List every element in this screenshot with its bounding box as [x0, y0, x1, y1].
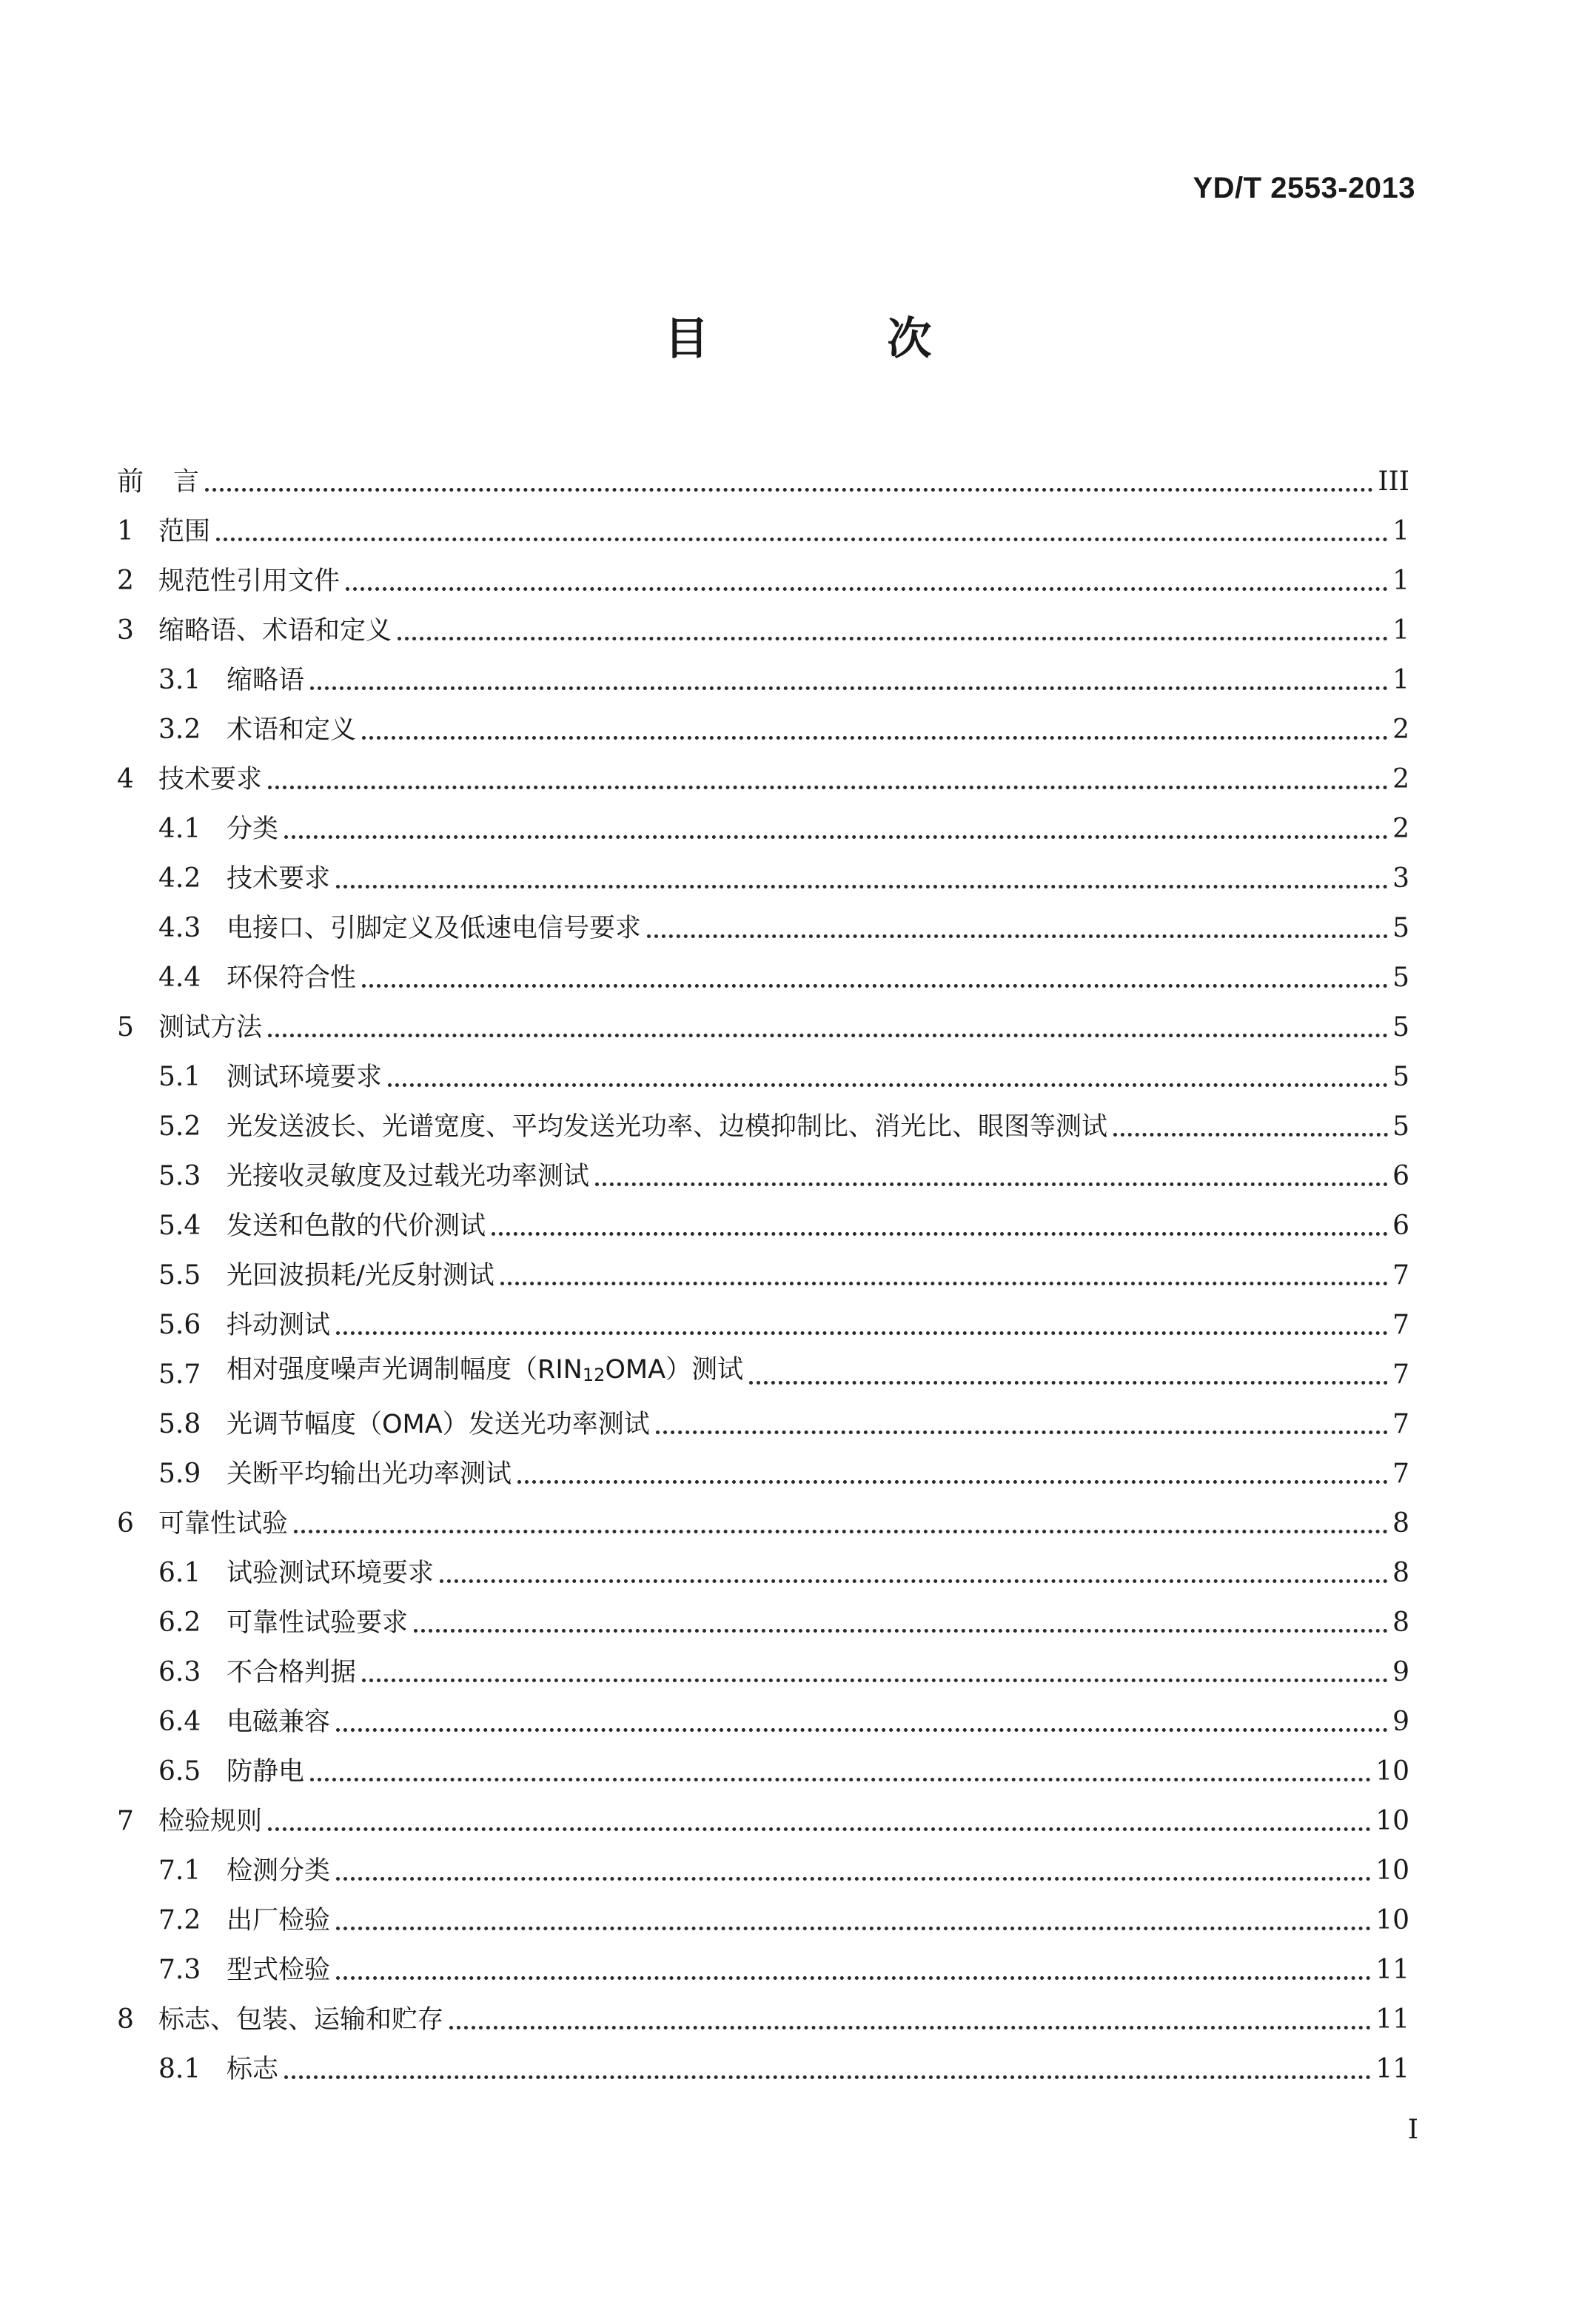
- toc-dot-leader: [362, 1679, 1388, 1682]
- toc-entry-title: [227, 1353, 743, 1391]
- toc-entry-title-text: 技术要求: [158, 765, 263, 794]
- toc-entry-page: 2: [1392, 814, 1409, 844]
- document-code: YD/T 2553-2013: [1193, 172, 1415, 204]
- toc-entry-number: 6.3: [158, 1657, 201, 1687]
- toc-dot-leader: [268, 786, 1388, 789]
- toc-entry-title-tail: OMA）测试: [605, 1355, 744, 1385]
- toc-dot-leader: [440, 1579, 1388, 1583]
- toc-dot-leader: [294, 1530, 1388, 1533]
- toc-entry-number: 3.2: [158, 715, 201, 745]
- toc-dot-leader: [346, 587, 1388, 591]
- toc-entry[interactable]: [117, 1540, 1409, 1590]
- toc-entry[interactable]: [117, 1441, 1409, 1490]
- toc-entry-title: [227, 912, 641, 945]
- toc-entry-page: 9: [1392, 1707, 1409, 1737]
- toc-entry-number: 5: [117, 1012, 134, 1043]
- toc-dot-leader: [414, 1629, 1388, 1633]
- toc-entry[interactable]: [117, 1490, 1409, 1540]
- toc-entry-page: 11: [1375, 2054, 1409, 2084]
- toc-dot-leader: [1113, 1133, 1388, 1137]
- toc-entry-page: 7: [1392, 1409, 1409, 1439]
- toc-entry-page: 11: [1375, 2004, 1409, 2035]
- toc-entry-title-text: 关断平均输出光功率测试: [227, 1459, 512, 1489]
- toc-entry-page: 7: [1392, 1459, 1409, 1489]
- toc-dot-leader: [362, 984, 1388, 988]
- toc-entry[interactable]: [117, 1590, 1409, 1639]
- toc-entry[interactable]: [117, 1937, 1409, 1987]
- toc-entry-number: 3.1: [158, 665, 201, 695]
- toc-dot-leader: [749, 1381, 1388, 1385]
- toc-entry-number: 5.3: [158, 1161, 201, 1191]
- toc-dot-leader: [216, 538, 1388, 541]
- toc-entry-title-text: 标志、包装、运输和贮存: [158, 2005, 444, 2035]
- toc-entry-title: [158, 1507, 288, 1540]
- toc-entry-number: 7.1: [158, 1855, 201, 1886]
- toc-dot-leader: [656, 1430, 1388, 1434]
- toc-entry-page: III: [1378, 466, 1409, 497]
- toc-entry[interactable]: [117, 945, 1409, 994]
- toc-entry-title: [227, 1756, 304, 1788]
- toc-entry-number: 1: [117, 516, 134, 546]
- toc-entry-number: 前: [117, 466, 144, 497]
- toc-entry-title: [227, 1061, 382, 1094]
- toc-entry-title: [227, 714, 356, 746]
- toc-entry-title-text: 光接收灵敏度及过载光功率测试: [227, 1162, 590, 1191]
- toc-entry-page: 5: [1392, 913, 1409, 943]
- toc-entry-title-text: 电磁兼容: [227, 1707, 331, 1737]
- toc-entry-title-text: 检测分类: [227, 1856, 331, 1886]
- toc-entry-title: [158, 1011, 262, 1044]
- toc-entry-title: [227, 813, 278, 846]
- toc-entry[interactable]: [117, 2036, 1409, 2086]
- toc-entry[interactable]: [117, 895, 1409, 945]
- toc-entry[interactable]: [117, 1987, 1409, 2036]
- toc-entry-title-text: 缩略语: [227, 666, 305, 695]
- toc-entry-title: [227, 1706, 330, 1739]
- toc-entry-title-text: 规范性引用文件: [158, 566, 341, 596]
- toc-entry-page: 10: [1375, 1855, 1409, 1886]
- toc-entry-title-text: 发送和色散的代价测试: [227, 1211, 486, 1241]
- toc-entry[interactable]: [117, 1838, 1409, 1887]
- toc-entry-number: 4.3: [158, 913, 201, 943]
- toc-entry-page: 6: [1392, 1161, 1409, 1191]
- toc-dot-leader: [284, 835, 1388, 839]
- toc-entry[interactable]: [117, 1788, 1409, 1838]
- toc-entry-number: 5.9: [158, 1459, 201, 1489]
- toc-dot-leader: [336, 1728, 1388, 1732]
- toc-entry-title-text: 抖动测试: [227, 1311, 331, 1340]
- table-of-contents: [117, 449, 1409, 2086]
- toc-entry-page: 1: [1392, 516, 1409, 546]
- toc-entry-title-text: 可靠性试验要求: [227, 1608, 409, 1638]
- toc-entry[interactable]: [117, 598, 1409, 647]
- toc-entry-title-text: 分类: [227, 814, 279, 844]
- toc-entry-page: 10: [1375, 1806, 1409, 1836]
- toc-dot-leader: [647, 934, 1388, 938]
- toc-entry[interactable]: [117, 1044, 1409, 1094]
- toc-dot-leader: [310, 1778, 1371, 1781]
- toc-entry-page: 2: [1392, 764, 1409, 794]
- toc-entry-page: 8: [1392, 1558, 1409, 1588]
- toc-entry-page: 2: [1392, 715, 1409, 745]
- toc-entry-number: 2: [117, 566, 134, 596]
- toc-entry-title-text: 范围: [158, 517, 211, 546]
- toc-entry-page: 6: [1392, 1211, 1409, 1241]
- toc-dot-leader: [268, 1034, 1388, 1037]
- toc-entry-title-text: 光回波损耗/光反射测试: [227, 1261, 494, 1291]
- toc-entry-title-text: 言: [173, 467, 200, 497]
- toc-entry-page: 9: [1392, 1657, 1409, 1687]
- toc-entry-title-text: 型式检验: [227, 1955, 331, 1985]
- toc-entry[interactable]: [117, 746, 1409, 796]
- toc-entry-title: [227, 863, 330, 895]
- toc-entry-page: 7: [1392, 1359, 1409, 1390]
- toc-entry-title-text: 技术要求: [227, 864, 331, 894]
- toc-entry-number: 4: [117, 764, 134, 794]
- toc-entry-title: [227, 1160, 589, 1193]
- toc-entry-page: 10: [1375, 1905, 1409, 1935]
- toc-entry-number: 8: [117, 2004, 134, 2035]
- toc-entry-title-text: 缩略语、术语和定义: [158, 616, 392, 646]
- toc-dot-leader: [205, 488, 1373, 492]
- toc-entry-title: [227, 1656, 356, 1689]
- toc-entry-title: [227, 1954, 330, 1987]
- toc-entry[interactable]: [117, 647, 1409, 697]
- toc-entry-title: [227, 1408, 650, 1441]
- toc-entry[interactable]: [117, 498, 1409, 548]
- toc-entry-number: 4.1: [158, 814, 201, 844]
- toc-dot-leader: [336, 1877, 1371, 1881]
- toc-entry-title-text: 测试环境要求: [227, 1063, 383, 1092]
- toc-entry-title-text: 检验规则: [158, 1807, 263, 1836]
- toc-dot-leader: [517, 1480, 1388, 1484]
- toc-entry-page: 5: [1392, 963, 1409, 993]
- toc-entry-title-text: 术语和定义: [227, 715, 357, 745]
- toc-entry-number: 5.2: [158, 1111, 201, 1142]
- toc-entry-title: [227, 1309, 330, 1342]
- toc-entry-number: 7.2: [158, 1905, 201, 1935]
- toc-entry-title: [227, 1259, 494, 1292]
- toc-entry-title-text: 环保符合性: [227, 963, 357, 993]
- toc-entry-title-text: 光调节幅度（OMA）发送光功率测试: [227, 1410, 650, 1439]
- toc-entry-page: 8: [1392, 1607, 1409, 1638]
- toc-entry-title-text: 标志: [227, 2055, 279, 2084]
- toc-entry[interactable]: [117, 1292, 1409, 1342]
- toc-dot-leader: [336, 1976, 1371, 1980]
- toc-entry-title: [227, 1210, 486, 1242]
- toc-entry-page: 7: [1392, 1310, 1409, 1340]
- toc-dot-leader: [362, 736, 1388, 740]
- toc-entry-number: 6.1: [158, 1558, 201, 1588]
- toc-entry[interactable]: [117, 548, 1409, 598]
- toc-entry-page: 5: [1392, 1062, 1409, 1092]
- toc-dot-leader: [336, 885, 1388, 889]
- toc-dot-leader: [268, 1827, 1371, 1831]
- toc-entry-title-text: 电接口、引脚定义及低速电信号要求: [227, 914, 642, 943]
- page-folio: I: [1407, 2115, 1418, 2145]
- toc-dot-leader: [449, 2026, 1371, 2029]
- toc-entry-page: 11: [1375, 1955, 1409, 1985]
- toc-entry-number: 5.8: [158, 1409, 201, 1439]
- toc-entry[interactable]: [117, 1689, 1409, 1739]
- toc-entry-title-text: 试验测试环境要求: [227, 1559, 435, 1588]
- toc-dot-leader: [492, 1232, 1388, 1236]
- toc-entry-title: [227, 1904, 330, 1937]
- toc-entry-page: 8: [1392, 1508, 1409, 1539]
- toc-dot-leader: [388, 1083, 1388, 1087]
- toc-entry-title-text: 可靠性试验: [158, 1509, 289, 1539]
- toc-entry-title-text: 不合格判据: [227, 1658, 357, 1687]
- toc-entry-title: [158, 763, 262, 796]
- toc-dot-leader: [500, 1282, 1388, 1285]
- toc-entry-page: 1: [1392, 615, 1409, 646]
- toc-entry[interactable]: [117, 846, 1409, 895]
- toc-entry[interactable]: [117, 796, 1409, 846]
- toc-entry-number: 4.4: [158, 963, 201, 993]
- toc-entry-title: [227, 1855, 330, 1887]
- toc-entry-title-text: 防静电: [227, 1757, 305, 1787]
- toc-entry-title: [227, 1458, 512, 1490]
- toc-entry-title-subscript: 12: [582, 1365, 606, 1385]
- toc-entry[interactable]: [117, 1887, 1409, 1937]
- toc-entry-page: 5: [1392, 1111, 1409, 1142]
- toc-dot-leader: [310, 686, 1388, 690]
- toc-dot-leader: [336, 1927, 1371, 1930]
- toc-entry[interactable]: [117, 1094, 1409, 1143]
- toc-entry-title-text: 光发送波长、光谱宽度、平均发送光功率、边模抑制比、消光比、眼图等测试: [227, 1112, 1108, 1142]
- toc-entry-number: 8.1: [158, 2054, 201, 2084]
- toc-entry[interactable]: [117, 1639, 1409, 1689]
- toc-entry[interactable]: [117, 1342, 1409, 1391]
- toc-entry[interactable]: [117, 697, 1409, 746]
- toc-entry-number: 4.2: [158, 863, 201, 894]
- toc-entry-title-text: 相对强度噪声光调制幅度（RIN: [227, 1355, 583, 1385]
- toc-entry-page: 1: [1392, 566, 1409, 596]
- toc-entry-page: 5: [1392, 1012, 1409, 1043]
- toc-dot-leader: [336, 1331, 1388, 1335]
- toc-entry-title: [158, 2004, 443, 2036]
- toc-entry-title: [227, 1111, 1107, 1143]
- toc-entry[interactable]: [117, 1739, 1409, 1788]
- toc-entry-page: 7: [1392, 1260, 1409, 1291]
- toc-entry-title: [158, 1805, 262, 1838]
- toc-entry-number: 3: [117, 615, 134, 646]
- toc-entry-title: [227, 962, 356, 994]
- toc-entry[interactable]: [117, 1242, 1409, 1292]
- toc-entry[interactable]: [117, 994, 1409, 1044]
- toc-entry-number: 6.2: [158, 1607, 201, 1638]
- toc-entry-title: [173, 466, 199, 498]
- toc-entry-title: [158, 565, 340, 598]
- toc-entry-title-text: 测试方法: [158, 1013, 263, 1043]
- toc-entry-title: [227, 664, 304, 697]
- toc-entry[interactable]: [117, 449, 1409, 498]
- toc-entry-title: [227, 1607, 408, 1639]
- toc-entry-number: 5.1: [158, 1062, 201, 1092]
- toc-entry[interactable]: [117, 1391, 1409, 1441]
- toc-entry-number: 5.6: [158, 1310, 201, 1340]
- toc-dot-leader: [284, 2075, 1371, 2079]
- toc-entry-page: 1: [1392, 665, 1409, 695]
- toc-entry-title: [158, 515, 210, 548]
- toc-entry-number: 7: [117, 1806, 134, 1836]
- toc-entry-number: 5.4: [158, 1211, 201, 1241]
- toc-entry-number: 5.7: [158, 1359, 201, 1390]
- toc-entry-title: [158, 615, 392, 647]
- toc-entry-number: 6: [117, 1508, 134, 1539]
- toc-dot-leader: [595, 1182, 1388, 1186]
- page-title: 目 次: [664, 313, 1013, 365]
- toc-entry-page: 3: [1392, 863, 1409, 894]
- toc-entry-page: 10: [1375, 1756, 1409, 1787]
- toc-entry[interactable]: [117, 1143, 1409, 1193]
- toc-entry-number: 6.4: [158, 1707, 201, 1737]
- toc-entry-title: [227, 2053, 278, 2086]
- toc-entry[interactable]: [117, 1193, 1409, 1242]
- toc-entry-number: 7.3: [158, 1955, 201, 1985]
- toc-entry-number: 6.5: [158, 1756, 201, 1787]
- toc-dot-leader: [398, 637, 1388, 640]
- toc-entry-title: [227, 1557, 434, 1590]
- toc-entry-number: 5.5: [158, 1260, 201, 1291]
- toc-entry-title-text: 出厂检验: [227, 1906, 331, 1935]
